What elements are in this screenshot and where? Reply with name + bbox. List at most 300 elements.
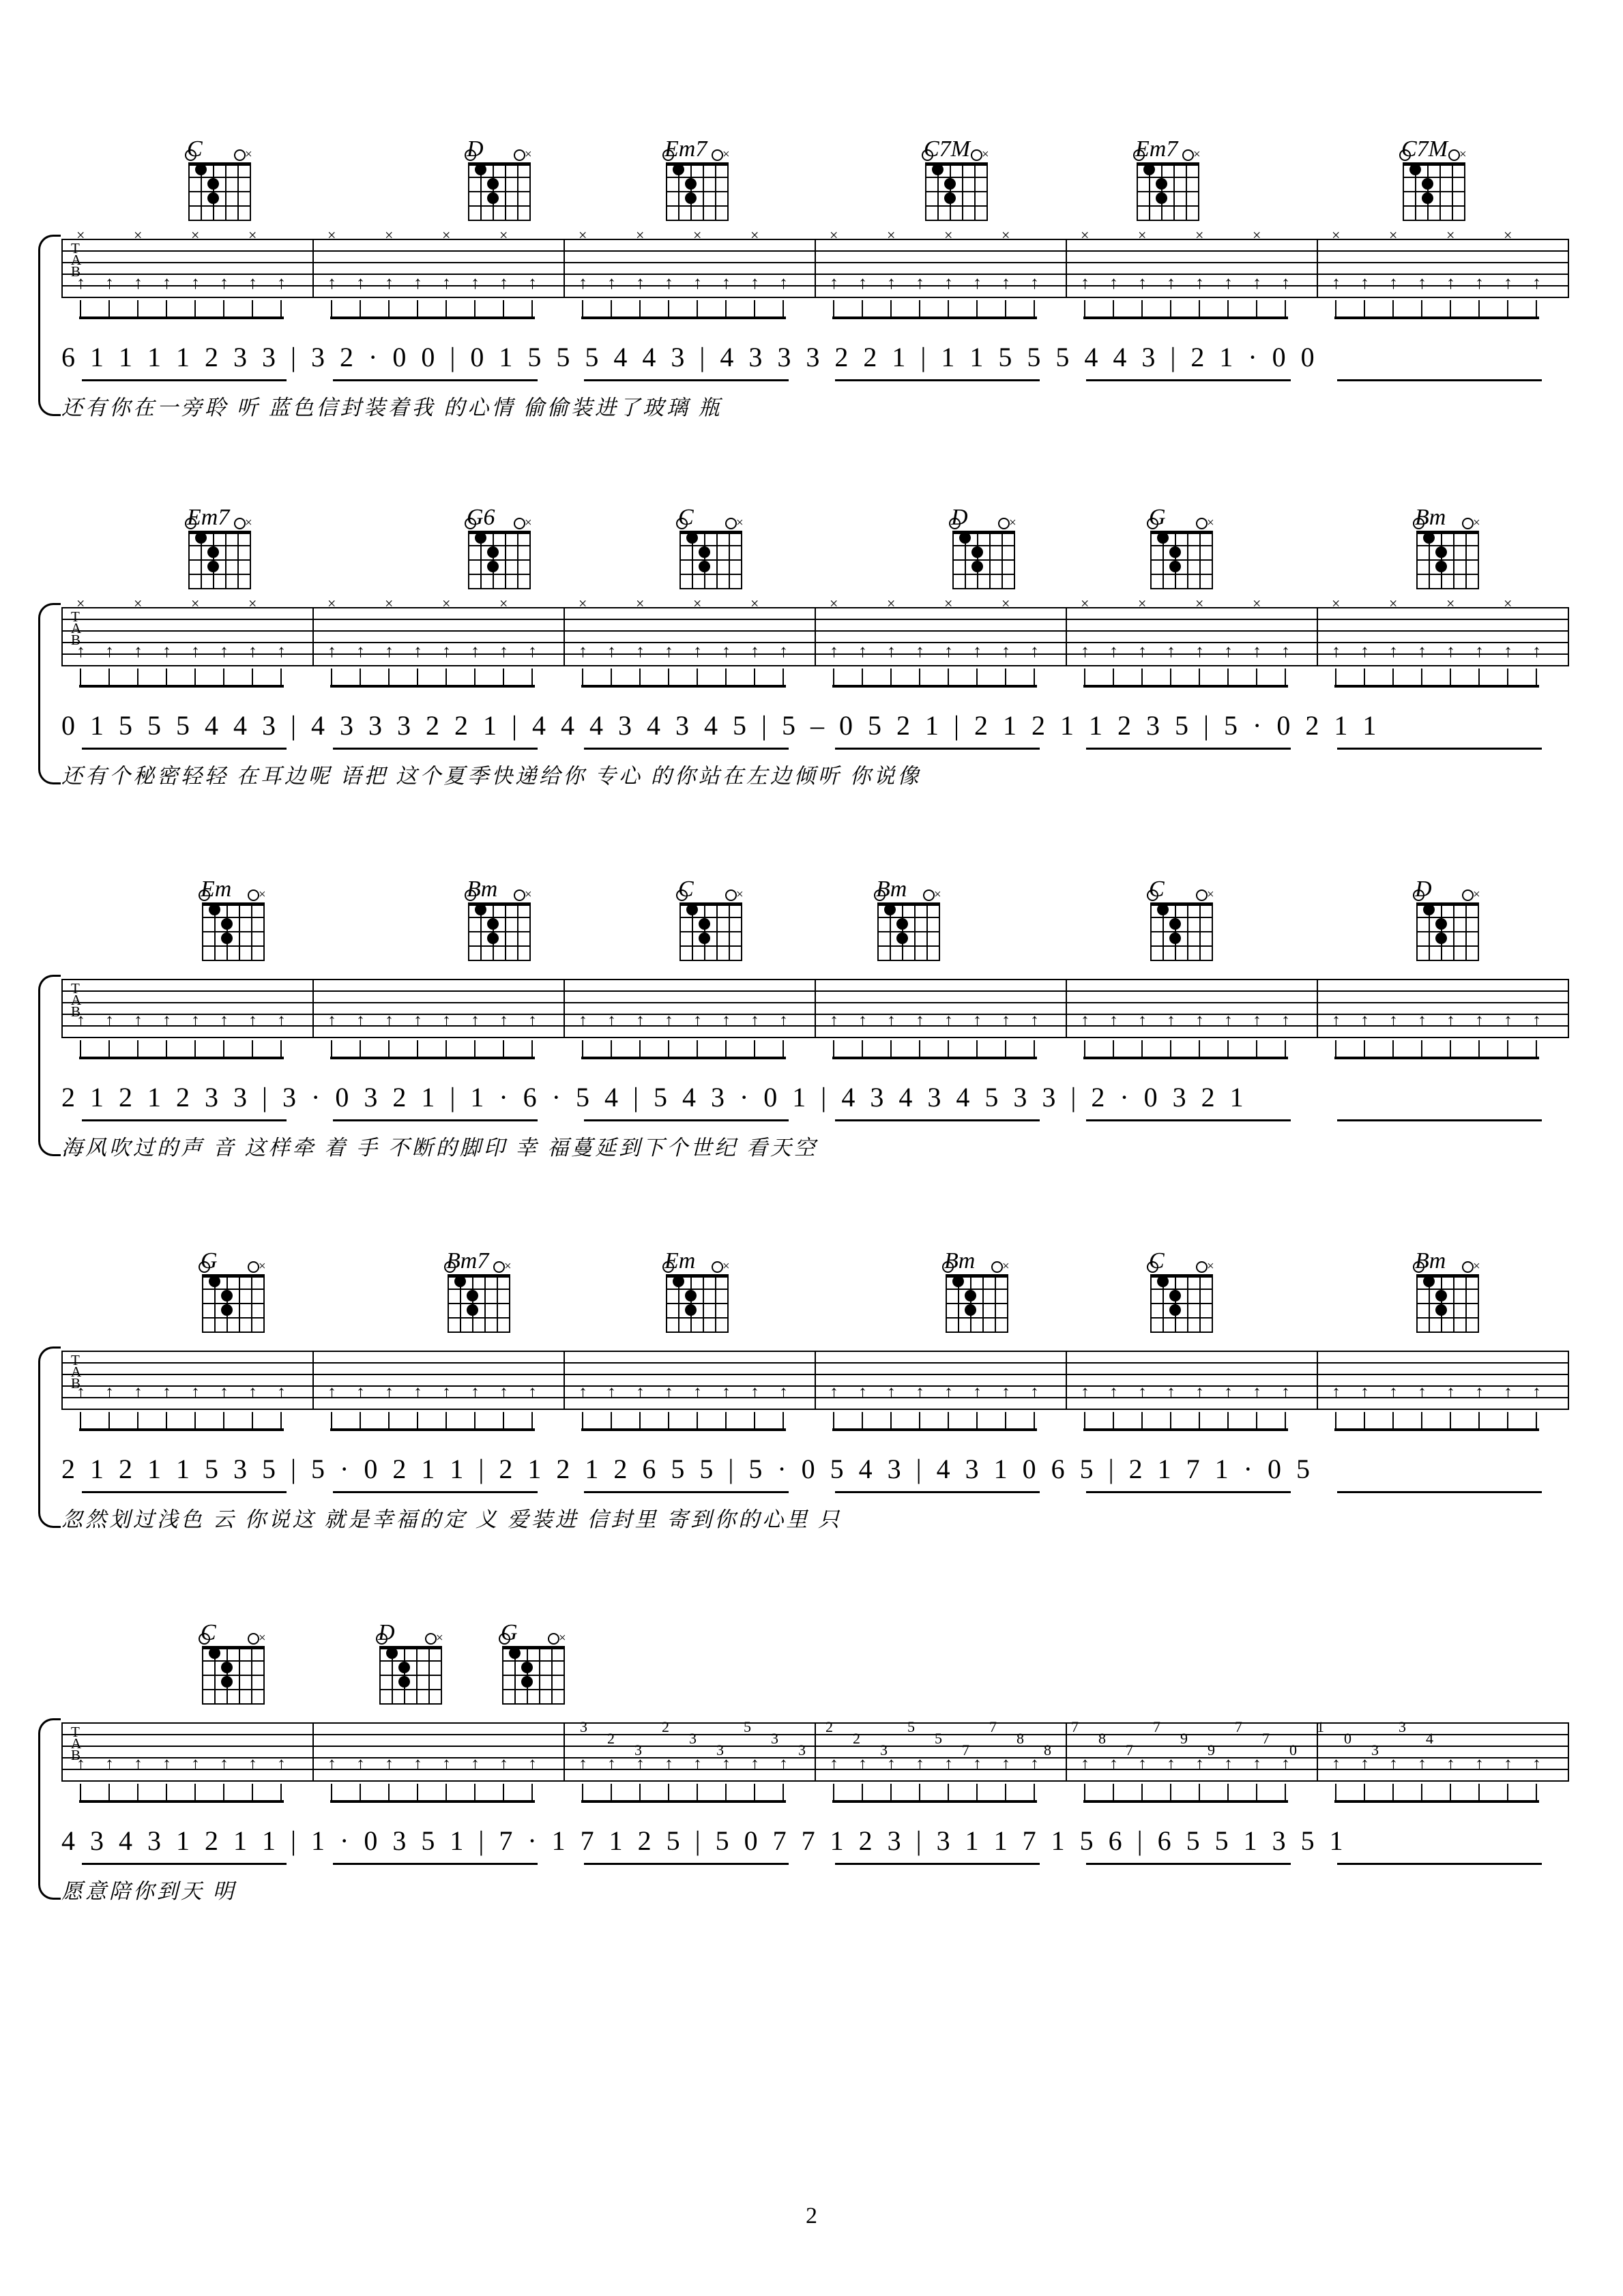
note-stem[interactable] xyxy=(725,1412,727,1430)
chord-dot[interactable] xyxy=(1423,532,1435,544)
chord-fret[interactable] xyxy=(1416,917,1479,918)
strum-arrow[interactable]: ↑ xyxy=(385,1754,394,1773)
chord-open-string[interactable] xyxy=(185,518,196,529)
note-stem[interactable] xyxy=(108,668,110,686)
strum-arrow[interactable]: ↑ xyxy=(636,1382,645,1402)
bar-line[interactable] xyxy=(815,607,816,666)
string-mute-mark[interactable]: × xyxy=(442,595,451,612)
string-mute-mark[interactable]: × xyxy=(1504,226,1512,244)
chord-fret[interactable] xyxy=(679,574,742,575)
strum-arrow[interactable]: ↑ xyxy=(385,273,394,293)
chord-name[interactable]: Em xyxy=(201,877,232,902)
strum-arrow[interactable]: ↑ xyxy=(356,1010,365,1030)
note-beam[interactable] xyxy=(330,1800,535,1803)
bar-line[interactable] xyxy=(1317,979,1318,1038)
strum-arrow[interactable]: ↑ xyxy=(887,1754,896,1773)
note-stem[interactable] xyxy=(1170,668,1171,686)
note-stem[interactable] xyxy=(1364,1412,1365,1430)
chord-dot[interactable] xyxy=(944,178,956,190)
chord-dot[interactable] xyxy=(685,192,697,204)
note-beam[interactable] xyxy=(1083,685,1288,688)
note-stem[interactable] xyxy=(890,668,892,686)
strum-arrow[interactable]: ↑ xyxy=(1418,1754,1427,1773)
tab-staff[interactable] xyxy=(61,1351,1569,1432)
chord-fret[interactable] xyxy=(679,559,742,561)
tab-fret-number[interactable]: 5 xyxy=(935,1730,942,1747)
bar-line[interactable] xyxy=(1568,607,1569,666)
note-stem[interactable] xyxy=(919,300,920,318)
strum-arrow[interactable]: ↑ xyxy=(1504,1382,1512,1402)
strum-arrow[interactable]: ↑ xyxy=(1195,273,1204,293)
note-stem[interactable] xyxy=(783,300,784,318)
chord-fret[interactable] xyxy=(468,205,531,207)
strum-arrow[interactable]: ↑ xyxy=(664,1754,673,1773)
chord-dot[interactable] xyxy=(467,1304,478,1316)
note-stem[interactable] xyxy=(1364,300,1365,318)
note-stem[interactable] xyxy=(1141,1412,1143,1430)
chord-dot[interactable] xyxy=(1169,932,1181,944)
strum-arrow[interactable]: ↑ xyxy=(1081,1010,1090,1030)
note-stem[interactable] xyxy=(166,668,167,686)
strum-arrow[interactable]: ↑ xyxy=(105,1010,114,1030)
chord-fret[interactable] xyxy=(1150,931,1213,932)
strum-arrow[interactable]: ↑ xyxy=(1418,641,1427,661)
chord-fret[interactable] xyxy=(952,545,1015,546)
strum-arrow[interactable]: ↑ xyxy=(499,641,508,661)
string-mute-mark[interactable]: × xyxy=(830,595,838,612)
note-stem[interactable] xyxy=(1256,1412,1257,1430)
strum-arrow[interactable]: ↑ xyxy=(1360,1382,1369,1402)
bar-line[interactable] xyxy=(1317,1351,1318,1410)
strum-arrow[interactable]: ↑ xyxy=(385,641,394,661)
note-stem[interactable] xyxy=(862,300,863,318)
strum-arrow[interactable]: ↑ xyxy=(887,273,896,293)
string-mute-mark[interactable]: × xyxy=(1504,595,1512,612)
note-stem[interactable] xyxy=(833,1784,834,1801)
chord-diagram[interactable] xyxy=(464,877,538,961)
note-stem[interactable] xyxy=(1392,1040,1394,1058)
strum-arrow[interactable]: ↑ xyxy=(722,1382,731,1402)
string-mute-mark[interactable]: × xyxy=(1332,595,1341,612)
chord-grid[interactable] xyxy=(952,516,1017,589)
chord-dot[interactable] xyxy=(1435,546,1447,558)
chord-name[interactable]: Bm xyxy=(1415,1248,1446,1274)
beam-underline[interactable] xyxy=(584,1119,789,1121)
note-stem[interactable] xyxy=(890,1784,892,1801)
note-stem[interactable] xyxy=(919,1784,920,1801)
strum-arrow[interactable]: ↑ xyxy=(1081,641,1090,661)
note-stem[interactable] xyxy=(388,300,390,318)
note-beam[interactable] xyxy=(581,685,786,688)
note-stem[interactable] xyxy=(890,1412,892,1430)
note-stem[interactable] xyxy=(833,300,834,318)
strum-arrow[interactable]: ↑ xyxy=(916,1754,924,1773)
note-stem[interactable] xyxy=(1141,1040,1143,1058)
chord-muted-string[interactable]: × xyxy=(559,1631,566,1645)
strum-arrow[interactable]: ↑ xyxy=(499,1010,508,1030)
note-stem[interactable] xyxy=(1392,1784,1394,1801)
chord-dot[interactable] xyxy=(521,1676,533,1688)
strum-arrow[interactable]: ↑ xyxy=(722,1754,731,1773)
chord-fret[interactable] xyxy=(468,220,531,221)
note-stem[interactable] xyxy=(137,300,138,318)
strum-arrow[interactable]: ↑ xyxy=(1281,273,1290,293)
tab-letter-a[interactable]: A xyxy=(71,1364,82,1380)
chord-fret[interactable] xyxy=(1150,1331,1213,1333)
note-stem[interactable] xyxy=(948,668,949,686)
chord-dot[interactable] xyxy=(1157,904,1169,915)
chord-open-string[interactable] xyxy=(548,1633,559,1645)
note-stem[interactable] xyxy=(611,300,612,318)
strum-arrow[interactable]: ↑ xyxy=(442,273,451,293)
note-stem[interactable] xyxy=(1450,668,1451,686)
strum-arrow[interactable]: ↑ xyxy=(134,1382,143,1402)
chord-grid[interactable] xyxy=(1150,887,1214,961)
tab-fret-number[interactable]: 2 xyxy=(607,1730,615,1747)
chord-dot[interactable] xyxy=(896,918,908,930)
string-mute-mark[interactable]: × xyxy=(1253,226,1261,244)
strum-arrow[interactable]: ↑ xyxy=(1030,1382,1039,1402)
chord-name[interactable]: Bm xyxy=(944,1248,976,1274)
note-stem[interactable] xyxy=(331,1040,332,1058)
tab-fret-number[interactable]: 2 xyxy=(662,1718,669,1735)
tab-fret-number[interactable]: 3 xyxy=(634,1741,642,1758)
note-stem[interactable] xyxy=(1507,1040,1508,1058)
chord-dot[interactable] xyxy=(1157,1276,1169,1287)
strum-arrow[interactable]: ↑ xyxy=(607,273,616,293)
chord-name[interactable]: G xyxy=(201,1248,218,1274)
strum-arrow[interactable]: ↑ xyxy=(1332,1010,1341,1030)
note-stem[interactable] xyxy=(80,1412,81,1430)
chord-dot[interactable] xyxy=(1409,164,1421,175)
chord-fret[interactable] xyxy=(1150,559,1213,561)
note-stem[interactable] xyxy=(531,1784,533,1801)
chord-diagram[interactable] xyxy=(498,1620,572,1705)
chord-fret[interactable] xyxy=(925,191,988,192)
chord-dot[interactable] xyxy=(1157,532,1169,544)
strum-arrow[interactable]: ↑ xyxy=(1167,641,1175,661)
chord-open-string[interactable] xyxy=(662,149,674,161)
chord-fret[interactable] xyxy=(202,1331,265,1333)
strum-arrow[interactable]: ↑ xyxy=(1389,273,1398,293)
chord-muted-string[interactable]: × xyxy=(1473,516,1480,530)
chord-dot[interactable] xyxy=(1435,918,1447,930)
bar-line[interactable] xyxy=(564,1722,565,1782)
strum-arrow[interactable]: ↑ xyxy=(858,1382,867,1402)
chord-fret[interactable] xyxy=(188,559,251,561)
chord-open-string[interactable] xyxy=(465,889,476,901)
note-stem[interactable] xyxy=(331,668,332,686)
strum-arrow[interactable]: ↑ xyxy=(442,1754,451,1773)
strum-arrow[interactable]: ↑ xyxy=(471,1382,480,1402)
note-beam[interactable] xyxy=(832,685,1037,688)
note-stem[interactable] xyxy=(833,1040,834,1058)
note-stem[interactable] xyxy=(1227,1784,1229,1801)
note-stem[interactable] xyxy=(976,300,978,318)
note-stem[interactable] xyxy=(783,1784,784,1801)
strum-arrow[interactable]: ↑ xyxy=(327,273,336,293)
chord-fret[interactable] xyxy=(877,960,940,961)
strum-arrow[interactable]: ↑ xyxy=(1389,1754,1398,1773)
strum-arrow[interactable]: ↑ xyxy=(220,1010,229,1030)
chord-open-string[interactable] xyxy=(1133,149,1145,161)
note-stem[interactable] xyxy=(754,1040,755,1058)
strum-arrow[interactable]: ↑ xyxy=(693,273,702,293)
chord-fret[interactable] xyxy=(202,960,265,961)
strum-arrow[interactable]: ↑ xyxy=(277,1754,286,1773)
chord-diagram[interactable] xyxy=(1412,1248,1486,1333)
strum-arrow[interactable]: ↑ xyxy=(413,1754,422,1773)
strum-arrow[interactable]: ↑ xyxy=(693,1382,702,1402)
chord-dot[interactable] xyxy=(221,1290,233,1301)
strum-arrow[interactable]: ↑ xyxy=(356,641,365,661)
chord-diagram[interactable] xyxy=(1412,877,1486,961)
string-mute-mark[interactable]: × xyxy=(830,226,838,244)
note-stem[interactable] xyxy=(1364,668,1365,686)
system-brace[interactable] xyxy=(38,603,61,784)
note-stem[interactable] xyxy=(223,1784,224,1801)
note-stem[interactable] xyxy=(754,1784,755,1801)
note-stem[interactable] xyxy=(582,300,583,318)
strum-arrow[interactable]: ↑ xyxy=(1446,273,1455,293)
string-mute-mark[interactable]: × xyxy=(1001,595,1010,612)
strum-arrow[interactable]: ↑ xyxy=(1109,1754,1118,1773)
note-stem[interactable] xyxy=(1536,1412,1537,1430)
note-stem[interactable] xyxy=(194,1040,196,1058)
strum-arrow[interactable]: ↑ xyxy=(916,641,924,661)
strum-arrow[interactable]: ↑ xyxy=(1253,1382,1261,1402)
chord-dot[interactable] xyxy=(1156,192,1167,204)
tab-fret-number[interactable]: 9 xyxy=(1180,1730,1188,1747)
chord-fret[interactable] xyxy=(202,1660,265,1662)
system-brace[interactable] xyxy=(38,1346,61,1528)
strum-arrow[interactable]: ↑ xyxy=(356,273,365,293)
chord-open-string[interactable] xyxy=(199,1633,210,1645)
chord-dot[interactable] xyxy=(1422,178,1433,190)
string-mute-mark[interactable]: × xyxy=(327,595,336,612)
chord-open-string[interactable] xyxy=(465,149,476,161)
note-stem[interactable] xyxy=(388,668,390,686)
strum-arrow[interactable]: ↑ xyxy=(779,1754,788,1773)
strum-arrow[interactable]: ↑ xyxy=(220,641,229,661)
note-stem[interactable] xyxy=(166,300,167,318)
chord-fret[interactable] xyxy=(202,1689,265,1690)
chord-dot[interactable] xyxy=(195,164,207,175)
chord-dot[interactable] xyxy=(1435,1290,1447,1301)
strum-arrow[interactable]: ↑ xyxy=(973,1754,982,1773)
chord-fret[interactable] xyxy=(202,1675,265,1676)
string-mute-mark[interactable]: × xyxy=(1253,595,1261,612)
chord-fret[interactable] xyxy=(1403,191,1465,192)
chord-open-string[interactable] xyxy=(1462,889,1474,901)
note-stem[interactable] xyxy=(445,1412,447,1430)
chord-fret[interactable] xyxy=(666,220,729,221)
chord-muted-string[interactable]: × xyxy=(525,147,532,162)
chord-dot[interactable] xyxy=(454,1276,466,1287)
bar-line[interactable] xyxy=(61,1722,63,1782)
chord-dot[interactable] xyxy=(965,1290,976,1301)
strum-arrow[interactable]: ↑ xyxy=(1253,1010,1261,1030)
note-stem[interactable] xyxy=(668,1784,669,1801)
chord-fret[interactable] xyxy=(468,574,531,575)
note-beam[interactable] xyxy=(832,1057,1037,1059)
strum-arrow[interactable]: ↑ xyxy=(1389,1382,1398,1402)
chord-fret[interactable] xyxy=(1416,960,1479,961)
tab-fret-number[interactable]: 8 xyxy=(1044,1741,1051,1758)
lyrics-line[interactable]: 忽然划过浅色 云 你说这 就是幸福的定 义 爱装进 信封里 寄到你的心里 只 xyxy=(61,1507,842,1531)
chord-dot[interactable] xyxy=(487,546,499,558)
chord-fret[interactable] xyxy=(502,1703,565,1705)
note-stem[interactable] xyxy=(166,1040,167,1058)
chord-dot[interactable] xyxy=(884,904,896,915)
bar-line[interactable] xyxy=(1066,1722,1067,1782)
chord-dot[interactable] xyxy=(1422,192,1433,204)
bar-line[interactable] xyxy=(815,979,816,1038)
strum-arrow[interactable]: ↑ xyxy=(722,273,731,293)
chord-name[interactable]: G xyxy=(1149,505,1166,530)
strum-arrow[interactable]: ↑ xyxy=(693,1754,702,1773)
chord-open-string[interactable] xyxy=(874,889,886,901)
strum-arrow[interactable]: ↑ xyxy=(528,273,537,293)
note-stem[interactable] xyxy=(1141,300,1143,318)
note-stem[interactable] xyxy=(474,300,476,318)
note-stem[interactable] xyxy=(1507,1412,1508,1430)
chord-fret[interactable] xyxy=(188,574,251,575)
note-stem[interactable] xyxy=(639,1784,641,1801)
strum-arrow[interactable]: ↑ xyxy=(442,1010,451,1030)
note-stem[interactable] xyxy=(194,668,196,686)
strum-arrow[interactable]: ↑ xyxy=(750,1010,759,1030)
note-stem[interactable] xyxy=(1536,1784,1537,1801)
note-stem[interactable] xyxy=(417,1412,418,1430)
note-beam[interactable] xyxy=(1083,317,1288,319)
string-mute-mark[interactable]: × xyxy=(750,595,759,612)
note-stem[interactable] xyxy=(1335,668,1336,686)
strum-arrow[interactable]: ↑ xyxy=(1475,641,1484,661)
note-stem[interactable] xyxy=(725,1784,727,1801)
bar-line[interactable] xyxy=(1317,239,1318,298)
beam-underline[interactable] xyxy=(333,1491,538,1493)
note-stem[interactable] xyxy=(1421,1040,1422,1058)
note-stem[interactable] xyxy=(1450,1040,1451,1058)
note-stem[interactable] xyxy=(948,1040,949,1058)
strum-arrow[interactable]: ↑ xyxy=(664,1010,673,1030)
chord-name[interactable]: D xyxy=(1415,877,1432,902)
chord-fret[interactable] xyxy=(468,917,531,918)
chord-open-string[interactable] xyxy=(248,1633,259,1645)
strum-arrow[interactable]: ↑ xyxy=(973,1382,982,1402)
beam-underline[interactable] xyxy=(1086,1119,1291,1121)
note-stem[interactable] xyxy=(1005,1040,1006,1058)
chord-open-string[interactable] xyxy=(991,1261,1003,1273)
chord-dot[interactable] xyxy=(1169,918,1181,930)
chord-diagram[interactable] xyxy=(1146,505,1220,589)
note-stem[interactable] xyxy=(1256,300,1257,318)
strum-arrow[interactable]: ↑ xyxy=(76,1754,85,1773)
chord-dot[interactable] xyxy=(965,1304,976,1316)
strum-arrow[interactable]: ↑ xyxy=(779,641,788,661)
tab-fret-number[interactable]: 1 xyxy=(1317,1718,1324,1735)
note-stem[interactable] xyxy=(1335,300,1336,318)
note-stem[interactable] xyxy=(1478,1412,1480,1430)
note-stem[interactable] xyxy=(280,668,282,686)
note-stem[interactable] xyxy=(1335,1040,1336,1058)
note-stem[interactable] xyxy=(388,1412,390,1430)
strum-arrow[interactable]: ↑ xyxy=(105,641,114,661)
tab-fret-number[interactable]: 3 xyxy=(1371,1741,1379,1758)
strum-arrow[interactable]: ↑ xyxy=(134,1754,143,1773)
strum-arrow[interactable]: ↑ xyxy=(944,1382,953,1402)
bar-line[interactable] xyxy=(61,979,63,1038)
chord-open-string[interactable] xyxy=(234,149,246,161)
chord-open-string[interactable] xyxy=(376,1633,388,1645)
note-stem[interactable] xyxy=(531,300,533,318)
note-stem[interactable] xyxy=(1034,1412,1035,1430)
note-stem[interactable] xyxy=(833,668,834,686)
note-stem[interactable] xyxy=(697,1040,698,1058)
chord-open-string[interactable] xyxy=(662,1261,674,1273)
tab-fret-number[interactable]: 3 xyxy=(798,1741,806,1758)
bar-line[interactable] xyxy=(61,239,63,298)
strum-arrow[interactable]: ↑ xyxy=(1532,1382,1541,1402)
note-stem[interactable] xyxy=(137,1040,138,1058)
note-stem[interactable] xyxy=(611,1412,612,1430)
strum-arrow[interactable]: ↑ xyxy=(1030,1010,1039,1030)
chord-fret[interactable] xyxy=(679,545,742,546)
note-stem[interactable] xyxy=(503,1784,504,1801)
chord-name[interactable]: C xyxy=(1149,1248,1165,1274)
strum-arrow[interactable]: ↑ xyxy=(1195,1754,1204,1773)
note-stem[interactable] xyxy=(668,1040,669,1058)
chord-fret[interactable] xyxy=(448,1303,510,1304)
note-stem[interactable] xyxy=(783,668,784,686)
note-stem[interactable] xyxy=(166,1412,167,1430)
chord-dot[interactable] xyxy=(487,932,499,944)
note-stem[interactable] xyxy=(80,1040,81,1058)
chord-dot[interactable] xyxy=(487,178,499,190)
chord-fret[interactable] xyxy=(1137,205,1199,207)
chord-open-string[interactable] xyxy=(1196,889,1208,901)
strum-arrow[interactable]: ↑ xyxy=(471,1754,480,1773)
string-mute-mark[interactable]: × xyxy=(887,595,896,612)
tab-fret-number[interactable]: 8 xyxy=(1098,1730,1106,1747)
note-stem[interactable] xyxy=(1478,1784,1480,1801)
strum-arrow[interactable]: ↑ xyxy=(1195,641,1204,661)
strum-arrow[interactable]: ↑ xyxy=(944,1754,953,1773)
strum-arrow[interactable]: ↑ xyxy=(1281,1382,1290,1402)
strum-arrow[interactable]: ↑ xyxy=(471,1010,480,1030)
chord-fret[interactable] xyxy=(679,931,742,932)
note-beam[interactable] xyxy=(79,1428,284,1431)
string-mute-mark[interactable]: × xyxy=(191,226,200,244)
strum-arrow[interactable]: ↑ xyxy=(162,1010,171,1030)
note-stem[interactable] xyxy=(1536,300,1537,318)
beam-underline[interactable] xyxy=(1086,1491,1291,1493)
note-stem[interactable] xyxy=(668,668,669,686)
chord-name[interactable]: Em xyxy=(664,1248,696,1274)
string-mute-mark[interactable]: × xyxy=(134,226,143,244)
note-stem[interactable] xyxy=(754,668,755,686)
note-stem[interactable] xyxy=(948,300,949,318)
beam-underline[interactable] xyxy=(82,1119,287,1121)
note-stem[interactable] xyxy=(1227,1040,1229,1058)
bar-line[interactable] xyxy=(1317,607,1318,666)
chord-fret[interactable] xyxy=(379,1675,442,1676)
beam-underline[interactable] xyxy=(333,1863,538,1865)
strum-arrow[interactable]: ↑ xyxy=(1475,1382,1484,1402)
note-beam[interactable] xyxy=(832,1800,1037,1803)
chord-diagram[interactable] xyxy=(1399,136,1472,221)
